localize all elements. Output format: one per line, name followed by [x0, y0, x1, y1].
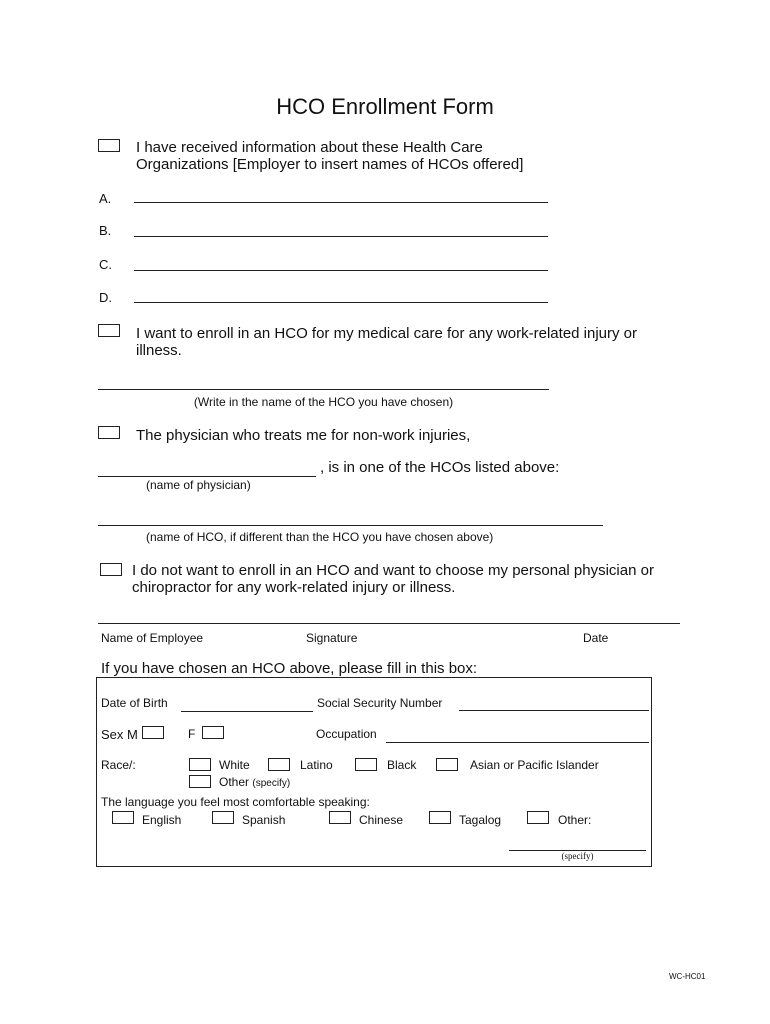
race-asian-checkbox[interactable]	[436, 758, 458, 771]
language-spanish-label: Spanish	[242, 813, 286, 827]
sex-f-label: F	[188, 727, 196, 741]
race-latino-label: Latino	[300, 758, 333, 772]
race-other-text: Other	[219, 775, 250, 789]
language-chinese-checkbox[interactable]	[329, 811, 351, 824]
employee-name-label: Name of Employee	[101, 631, 204, 645]
occupation-line[interactable]	[386, 742, 649, 743]
no-enroll-checkbox[interactable]	[100, 563, 122, 576]
signature-line[interactable]	[98, 623, 680, 624]
physician-checkbox[interactable]	[98, 426, 120, 439]
chosen-hco-line[interactable]	[98, 389, 549, 390]
hco-item-line-c[interactable]	[134, 270, 548, 271]
physician-hco-line[interactable]	[98, 525, 603, 526]
no-enroll-text-line2: chiropractor for any work-related injury or illness.	[132, 579, 456, 596]
race-label: Race/:	[101, 758, 136, 772]
date-label: Date	[583, 631, 609, 645]
form-code: WC-HC01	[669, 972, 706, 981]
sex-f-checkbox[interactable]	[202, 726, 224, 739]
received-info-text-line2: Organizations [Employer to insert names of HCOs offered]	[136, 156, 524, 173]
no-enroll-text-line1: I do not want to enroll in an HCO and want to choose my personal physician or	[132, 562, 654, 579]
physician-text-line1: The physician who treats me for non-work injuries,	[136, 427, 471, 444]
enroll-hco-checkbox[interactable]	[98, 324, 120, 337]
page-title: HCO Enrollment Form	[276, 94, 494, 119]
race-other-label	[219, 775, 290, 790]
received-info-text-line1: I have received information about these Health Care	[136, 139, 483, 156]
language-tagalog-checkbox[interactable]	[429, 811, 451, 824]
language-english-checkbox[interactable]	[112, 811, 134, 824]
hco-item-line-a[interactable]	[134, 202, 548, 203]
hco-item-label-c: C.	[99, 257, 112, 272]
dob-label: Date of Birth	[101, 696, 168, 710]
race-black-checkbox[interactable]	[355, 758, 377, 771]
sex-label: Sex M	[101, 727, 138, 742]
race-other-checkbox[interactable]	[189, 775, 211, 788]
race-latino-checkbox[interactable]	[268, 758, 290, 771]
language-tagalog-label: Tagalog	[459, 813, 502, 827]
language-english-label: English	[142, 813, 182, 827]
enroll-hco-text-line2: illness.	[136, 342, 182, 359]
physician-caption: (name of physician)	[146, 478, 251, 492]
signature-label: Signature	[306, 631, 358, 645]
chosen-hco-caption: (Write in the name of the HCO you have chosen)	[193, 395, 454, 409]
received-info-checkbox[interactable]	[98, 139, 120, 152]
hco-item-line-d[interactable]	[134, 302, 548, 303]
physician-text-line2: , is in one of the HCOs listed above:	[320, 459, 560, 476]
language-other-label: Other:	[558, 813, 592, 827]
enroll-hco-text-line1: I want to enroll in an HCO for my medical care for any work-related injury or	[136, 325, 638, 342]
language-label: The language you feel most comfortable speaking:	[101, 795, 370, 809]
race-asian-label: Asian or Pacific Islander	[470, 758, 599, 772]
sex-m-checkbox[interactable]	[142, 726, 164, 739]
hco-item-label-b: B.	[99, 223, 112, 238]
race-white-checkbox[interactable]	[189, 758, 211, 771]
ssn-label: Social Security Number	[317, 696, 443, 710]
hco-item-label-d: D.	[99, 290, 112, 305]
hco-item-line-b[interactable]	[134, 236, 548, 237]
race-white-label: White	[219, 758, 250, 772]
language-spanish-checkbox[interactable]	[212, 811, 234, 824]
physician-name-line[interactable]	[98, 476, 316, 477]
ssn-line[interactable]	[459, 710, 649, 711]
race-other-specify: (specify)	[252, 778, 291, 789]
physician-hco-caption: (name of HCO, if different than the HCO you have chosen above)	[146, 530, 494, 544]
occupation-label: Occupation	[316, 727, 377, 741]
language-other-checkbox[interactable]	[527, 811, 549, 824]
race-black-label: Black	[387, 758, 417, 772]
box-heading: If you have chosen an HCO above, please fill in this box:	[101, 660, 478, 677]
language-specify-caption: (specify)	[561, 851, 594, 861]
language-chinese-label: Chinese	[359, 813, 404, 827]
dob-line[interactable]	[181, 711, 313, 712]
hco-item-label-a: A.	[99, 191, 112, 206]
